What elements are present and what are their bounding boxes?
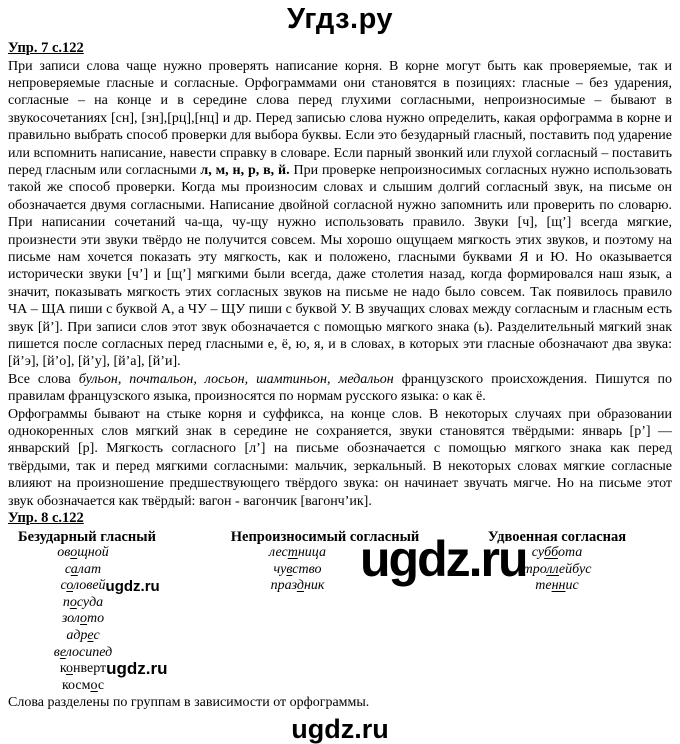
watermark-large: ugdz.ru [360,531,527,588]
table-word: чувство [273,561,322,577]
exercise-7-paragraph-1 [8,58,672,371]
table-word: соловей ugdz.ru [60,578,160,596]
table-word: конверт ugdz.ru [59,659,168,679]
table-word: теннис [535,578,579,594]
table-word: троллейбус [522,561,592,577]
exercise-8-note: Слова разделены по группам в зависимости от орфограммы. [8,695,370,711]
word-groups-table [8,529,672,695]
table-word: суббота [531,545,583,561]
table-word: посуда [62,594,104,610]
exercise-8-section [8,510,672,743]
exercise-7-paragraph-3: Орфограммы бывают на стыке корня и суффикса, на конце слов. В некоторых случаях при образовании однокоренных слов мягкий знак в середине не сохраняется, звуки становятся твёрдыми: январь [р’] — январский [р]. Мягкость согласного [л’] на письме обозначается с помощью мягкого знака как перед твёрдыми, так и перед мягкими согласными: мальчик, зеркальный. В некоторых словах мягкие согласные влияют на произношение предшествующего твёрдого звука: он начинает звучать мягче. Но на письме этот звук обозначается как твёрдый: вагон - вагончик [вагонч’ик]. [8,406,672,509]
table-word: велосипед [53,644,113,660]
exercise-7-heading: Упр. 7 с.122 [8,40,84,56]
table-word: адрес [66,628,100,644]
column-unstressed-vowel [12,528,168,695]
table-word: овощной [57,545,109,561]
watermark-inline-1: ugdz.ru [105,578,160,596]
column-header: Безударный гласный [18,528,156,545]
paragraph-text: При записи слова чаще нужно проверять написание корня. В корне могут быть как проверяемые, так и непроверяемые гласные и согласные. Орфограммами они становятся в позициях: гласные – без ударения, согласные – на конце и в середине слова перед глухими согласными, непроизносимые – бывают в звукосочетаниях [сн], [зн],[рц],[нц] и др. Перед записью слова нужно определить, какая орфограмма в корне и правильно выбрать способ проверки для выбора буквы. Если это безударный гласный, поставить под ударение или вспомнить написание, навести справку в словаре. Если парный звонкий или глухой согласный – поставить перед гласным или согласными [8,58,672,178]
bold-consonants-list: л, м, н, р, в, й. [200,162,290,178]
exercise-7-paragraph-2 [8,371,672,406]
table-word: космос [61,677,105,693]
paragraph-text: При проверке непроизносимых согласных нужно использовать такой же способ проверки. Когда мы произносим словах и слышим долгий согласный звук, на письме он обозначается двумя согласными. Написание двойной согласной нужно запомнить или проверить по словарю. При написании сочетаний ча-ща, чу-щу нужно использовать правило. Звуки [ч], [щ’] всегда мягкие, произнести эти звуки твёрдо не получится совсем. Мы хорошо ощущаем мягкость этих звуков, и поэтому на письме нам хочется показать эту мягкость, как и положено, гласными буквами Я и Ю. Но оказывается исторически звуки [ч’] и [щ’] мягкими были всегда, даже столетия назад, когда формировался наш язык, а значит, показывать мягкость этих согласных звуков на письме не надо было совсем. Так появилось правило ЧА – ЩА пиши с буквой А, а ЧУ – ЩУ пиши с буквой У. В звучащих словах между согласным и гласным есть звук [й’]. При записи слов этот звук обозначается с помощью мягкого знака (ь). Разделительный мягкий знак пишется после согласных перед гласными е, ё, ю, я, и в словах, в которых эти гласные обозначают два звука: [й’э], [й’о], [й’у], [й’а], [й’и]. [8,162,672,370]
table-word: праздник [270,578,325,594]
watermark-bottom: ugdz.ru [291,713,389,744]
watermark-inline-2: ugdz.ru [106,659,168,679]
italic-french-words: бульон, почтальон, лосьон, шамтиньон, медальон [78,371,394,387]
table-word: лестница [269,545,326,561]
exercise-8-heading: Упр. 8 с.122 [8,510,84,527]
table-word: салат [64,561,102,577]
column-header: Непроизносимый согласный [230,528,420,545]
site-title: Угдз.ру [286,3,394,35]
column-header: Удвоенная согласная [487,528,627,545]
paragraph-text: французского происхождения. Пишутся по правилам французского языка, произносятся по нормам русского языка: о как ё. [8,371,672,405]
table-word: золото [61,611,105,627]
paragraph-text: Все слова [8,371,79,387]
column-words [12,545,168,694]
